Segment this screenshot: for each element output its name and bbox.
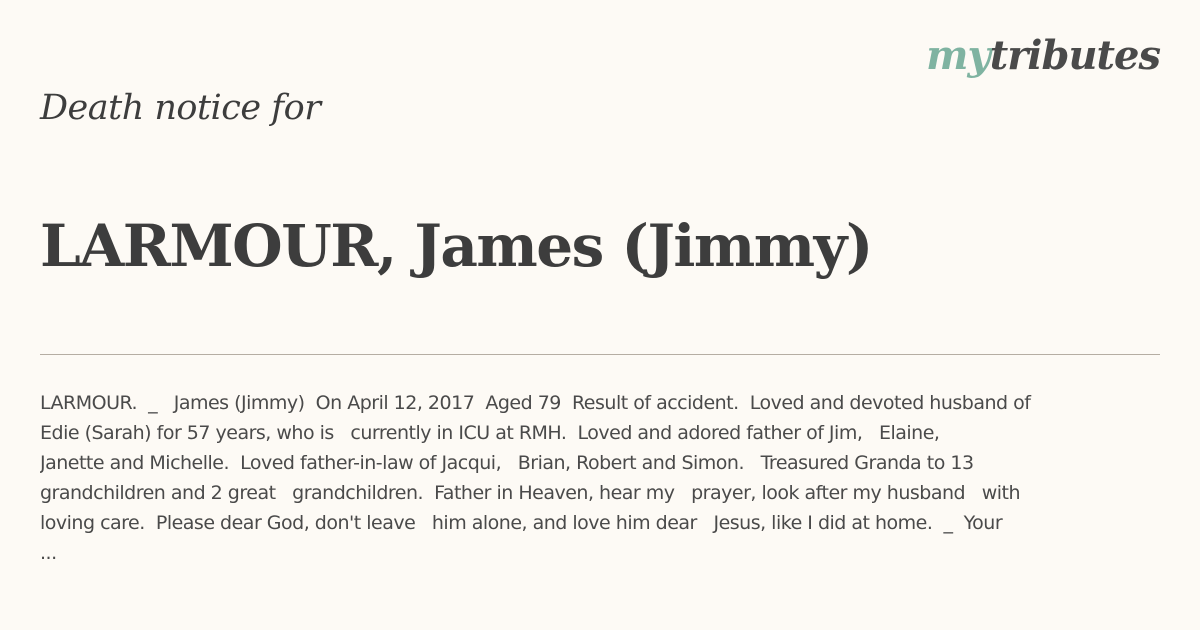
- notice-ellipsis: ...: [40, 542, 57, 564]
- notice-text: [40, 388, 1120, 578]
- deceased-name: LARMOUR, James (Jimmy): [40, 212, 872, 280]
- mytributes-logo[interactable]: [926, 32, 1160, 80]
- notice-line: Edie (Sarah) for 57 years, who is currently in ICU at RMH. Loved and adored father of Jim, Elaine,: [40, 422, 940, 444]
- notice-line: grandchildren and 2 great grandchildren. Father in Heaven, hear my prayer, look after my husband with: [40, 482, 1021, 504]
- logo-prefix: my: [926, 32, 990, 79]
- notice-kicker: Death notice for: [40, 88, 321, 128]
- notice-line: loving care. Please dear God, don't leave him alone, and love him dear Jesus, like I did at home. _ Your: [40, 512, 1003, 534]
- notice-line: Janette and Michelle. Loved father-in-law of Jacqui, Brian, Robert and Simon. Treasured Granda to 13: [40, 452, 974, 474]
- logo-suffix: tributes: [989, 32, 1160, 79]
- divider: [40, 354, 1160, 355]
- notice-line: LARMOUR. _ James (Jimmy) On April 12, 2017 Aged 79 Result of accident. Loved and devoted husband of: [40, 392, 1031, 414]
